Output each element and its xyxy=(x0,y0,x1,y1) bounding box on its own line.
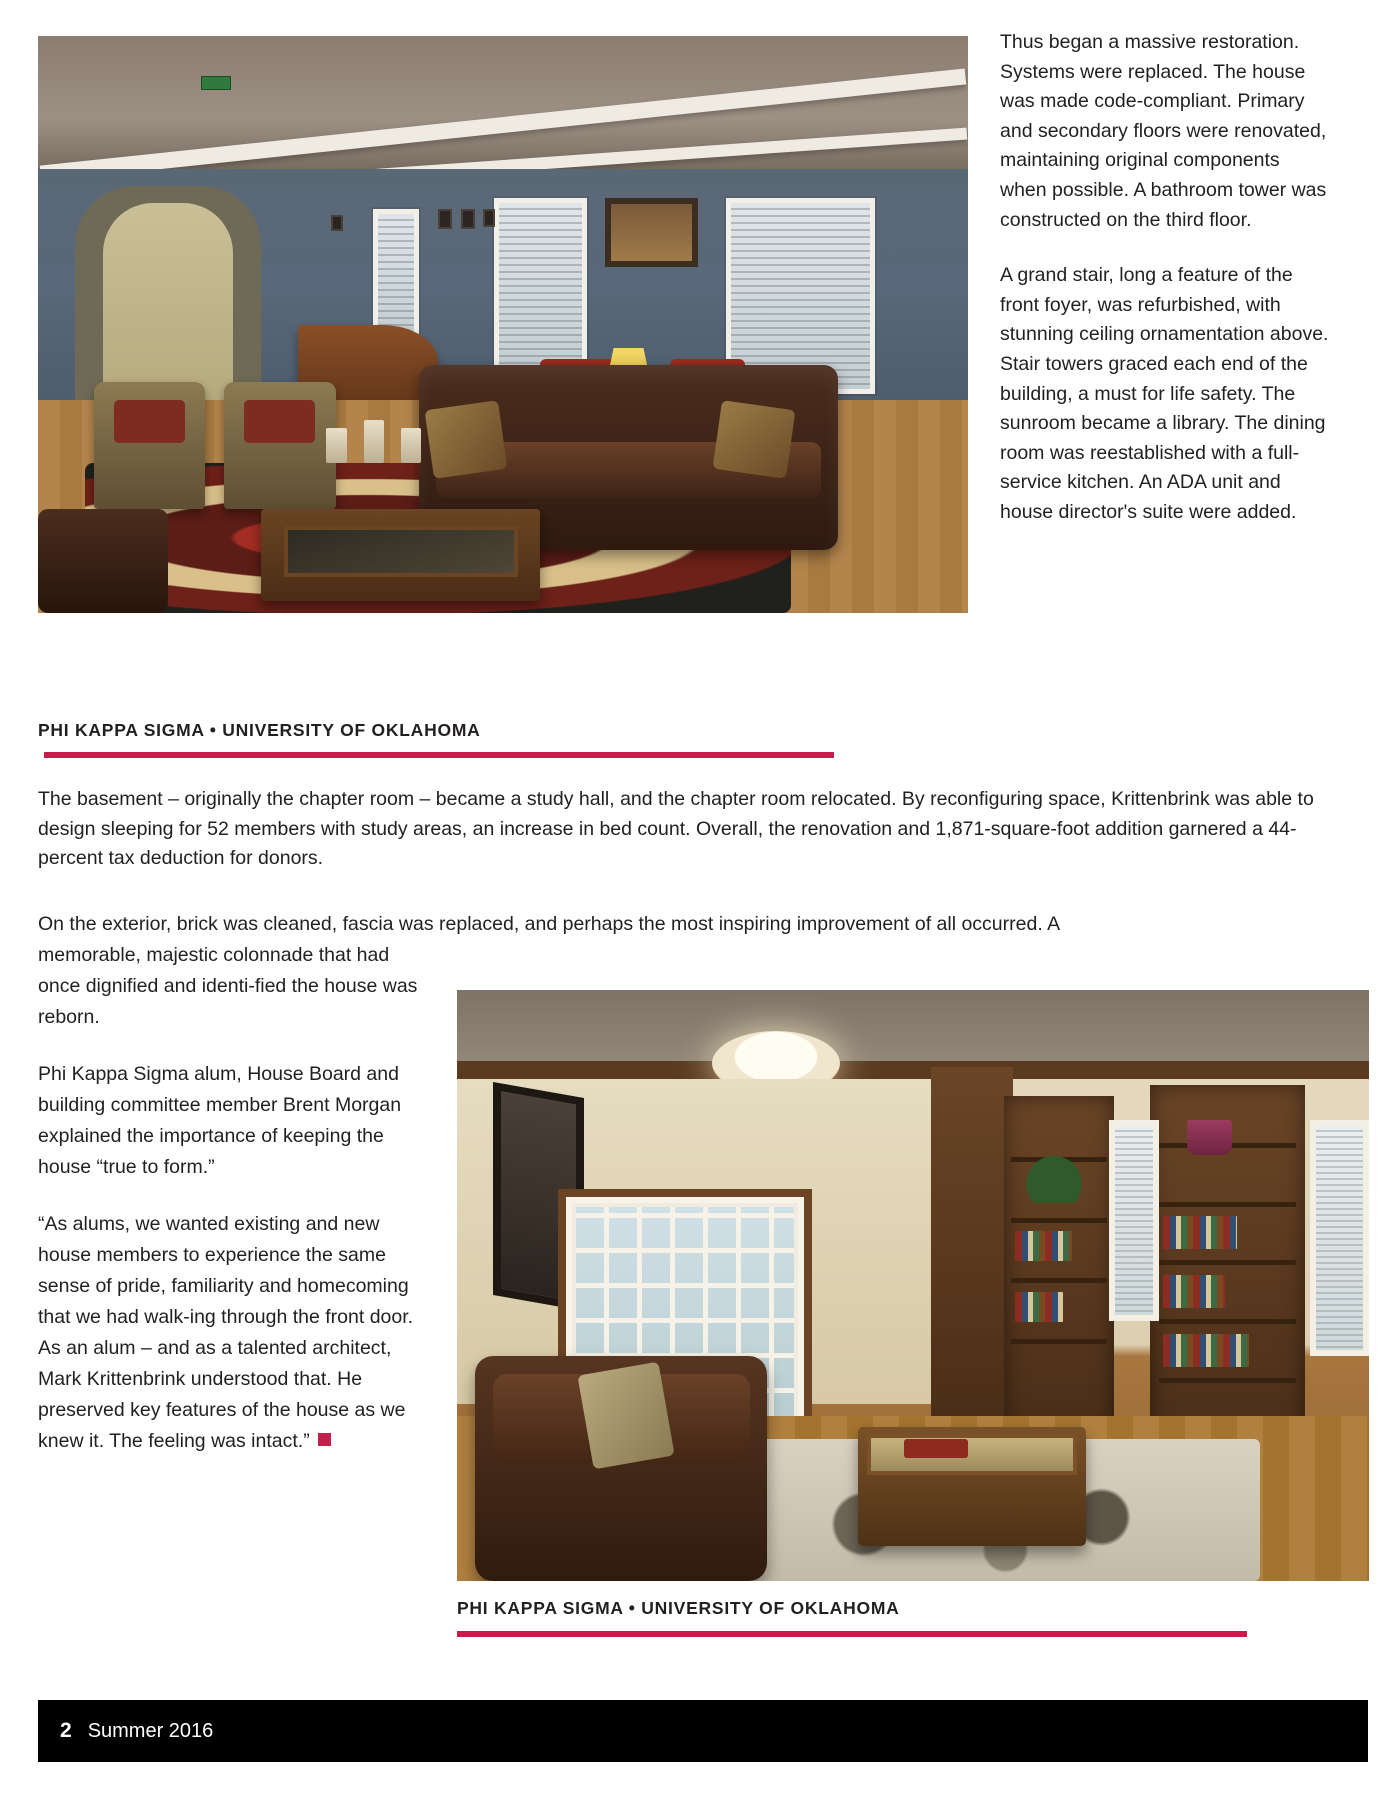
photo-wall-art xyxy=(483,209,495,227)
photo-books xyxy=(1015,1292,1063,1322)
photo-window-blinds xyxy=(1316,1126,1363,1350)
paragraph: Phi Kappa Sigma alum, House Board and building committee member Brent Morgan explained the importance of keeping the house “true to form.” xyxy=(38,1063,402,1178)
photo-throw-pillow xyxy=(712,400,795,479)
photo-window xyxy=(1109,1120,1159,1321)
page-number: 2 xyxy=(60,1719,72,1742)
left-text-column xyxy=(38,940,423,1457)
paragraph-exterior: On the exterior, brick was cleaned, fascia was replaced, and perhaps the most inspiring improvement of all occurred. A xyxy=(38,913,1061,935)
photo-shelf xyxy=(1011,1339,1107,1344)
photo-window-blinds xyxy=(499,203,582,366)
photo-armchair-cushion xyxy=(114,400,185,443)
photo-armchair-cushion xyxy=(244,400,315,443)
photo-potted-plant xyxy=(1013,1155,1095,1202)
paragraph: A grand stair, long a feature of the front foyer, was refurbished, with stunning ceiling ornamentation above. Stair towers graced each end of the building, a must for life safety. The sunroom became a library. The dining room was reestablished with a full-service kitchen. An ADA unit and house director's suite were added. xyxy=(1000,264,1329,523)
paragraph: memorable, majestic colonnade that had once dignified and identi-fied the house was reborn. xyxy=(38,944,418,1028)
photo-coffee-table-glass xyxy=(284,526,518,578)
right-text-column xyxy=(1000,28,1330,554)
photo-coffee-table xyxy=(858,1427,1086,1545)
photo-window xyxy=(494,198,587,371)
paragraph-quote xyxy=(38,1209,423,1457)
bottom-photo-caption xyxy=(457,1598,1157,1619)
paragraph-quote-text: “As alums, we wanted existing and new house members to experience the same sense of pride, familiarity and homecoming that we had walk-ing through the front door. As an alum – and as a talented architect, Mark Krittenbrink understood that. He preserved key features of the house as we knew it. The feeling was intact.” xyxy=(38,1213,414,1452)
photo-shelf xyxy=(1159,1378,1295,1383)
photo-shelf xyxy=(1159,1260,1295,1265)
photo-books xyxy=(1163,1216,1237,1249)
photo-wall-art xyxy=(438,209,452,229)
photo-window-blinds xyxy=(1115,1126,1153,1315)
photo-window-blinds xyxy=(378,214,415,331)
top-photo-caption xyxy=(38,720,738,741)
photo-shelf xyxy=(1011,1278,1107,1283)
photo-wall-art xyxy=(461,209,475,229)
photo-table-top xyxy=(867,1434,1077,1474)
photo-coffee-table xyxy=(261,509,540,601)
paragraph-basement: The basement – originally the chapter room – became a study hall, and the chapter room relocated. By reconfiguring space, Krittenbrink was able to design sleeping for 52 members with study areas, an increase in bed count. Overall, the renovation and 1,871-square-foot addition garnered a 44-percent tax deduction for donors. xyxy=(38,788,1314,870)
top-photo xyxy=(38,36,968,613)
photo-bookcase xyxy=(1004,1096,1113,1433)
photo-armchair xyxy=(224,382,336,509)
issue-label: Summer 2016 xyxy=(87,1719,214,1742)
top-photo-caption-rule xyxy=(44,752,834,758)
bottom-photo xyxy=(457,990,1369,1581)
end-of-article-mark xyxy=(318,1433,331,1446)
photo-shelf xyxy=(1011,1218,1107,1223)
photo-candle xyxy=(401,428,421,463)
top-photo-caption-text: PHI KAPPA SIGMA • UNIVERSITY OF OKLAHOMA xyxy=(38,720,481,740)
photo-decorative-vase xyxy=(1187,1120,1233,1155)
photo-shelf xyxy=(1159,1319,1295,1324)
library-photo-image xyxy=(457,990,1369,1581)
exit-sign-icon xyxy=(201,76,231,90)
photo-armchair xyxy=(94,382,206,509)
page-footer xyxy=(38,1700,1368,1762)
photo-foreground-sofa xyxy=(38,509,168,613)
photo-books xyxy=(1015,1231,1072,1261)
paragraph: Thus began a massive restoration. Systems were replaced. The house was made code-compliant. Primary and secondary floors were renovated, maintaining original components when possible. A bathroom tower was constructed on the third floor. xyxy=(1000,31,1327,231)
photo-wall-art xyxy=(331,215,343,231)
photo-crown-molding xyxy=(457,1061,1369,1079)
photo-candle xyxy=(364,420,384,463)
photo-wood-column xyxy=(931,1067,1013,1422)
bottom-photo-caption-rule xyxy=(457,1631,1247,1637)
photo-window xyxy=(373,209,420,336)
great-room-photo-image xyxy=(38,36,968,613)
photo-books xyxy=(1163,1334,1250,1367)
photo-archway-interior xyxy=(103,203,233,405)
photo-decorative-tray xyxy=(904,1439,968,1458)
photo-framed-painting xyxy=(605,198,698,267)
photo-candle xyxy=(326,428,346,463)
photo-books xyxy=(1163,1275,1225,1308)
photo-throw-pillow xyxy=(577,1362,674,1469)
photo-window-blinds xyxy=(731,203,870,389)
photo-throw-pillow xyxy=(424,400,507,479)
photo-shelf xyxy=(1159,1202,1295,1207)
bottom-photo-caption-text: PHI KAPPA SIGMA • UNIVERSITY OF OKLAHOMA xyxy=(457,1598,900,1618)
photo-window xyxy=(1310,1120,1369,1356)
